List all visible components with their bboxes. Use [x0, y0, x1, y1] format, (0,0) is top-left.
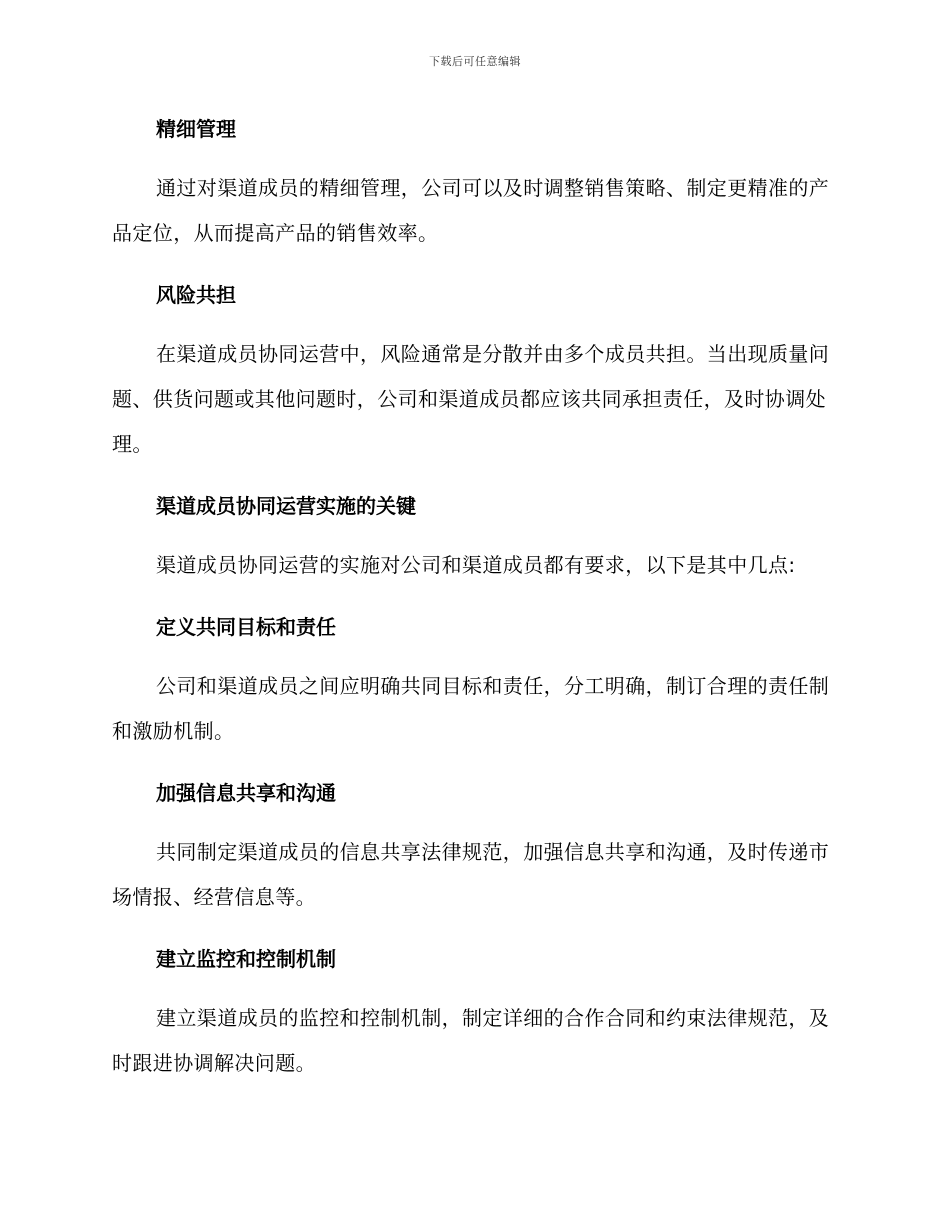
section-heading: 定义共同目标和责任: [156, 615, 336, 639]
page-header-note: 下载后可任意编辑: [429, 55, 521, 68]
section-heading: 渠道成员协同运营实施的关键: [156, 494, 416, 518]
section-heading: 风险共担: [156, 283, 236, 307]
section-information-sharing: [112, 776, 832, 920]
section-risk-sharing: [112, 278, 832, 467]
section-common-goals: [112, 610, 832, 754]
section-implementation-keys: [112, 489, 832, 588]
section-paragraph: 共同制定渠道成员的信息共享法律规范，加强信息共享和沟通，及时传递市场情报、经营信息等。: [112, 840, 830, 909]
section-paragraph: 通过对渠道成员的精细管理，公司可以及时调整销售策略、制定更精准的产品定位，从而提高产品的销售效率。: [112, 176, 830, 245]
section-heading: 建立监控和控制机制: [156, 947, 336, 971]
section-heading: 加强信息共享和沟通: [156, 781, 336, 805]
section-paragraph: 建立渠道成员的监控和控制机制，制定详细的合作合同和约束法律规范，及时跟进协调解决问题。: [112, 1006, 830, 1075]
document-body: [112, 112, 832, 1108]
section-paragraph: 渠道成员协同运营的实施对公司和渠道成员都有要求，以下是其中几点:: [156, 553, 796, 577]
section-fine-management: [112, 112, 832, 256]
section-paragraph: 在渠道成员协同运营中，风险通常是分散并由多个成员共担。当出现质量问题、供货问题或其他问题时，公司和渠道成员都应该共同承担责任，及时协调处理。: [112, 342, 830, 456]
section-monitoring-control: [112, 942, 832, 1086]
section-paragraph: 公司和渠道成员之间应明确共同目标和责任，分工明确，制订合理的责任制和激励机制。: [112, 674, 830, 743]
section-heading: 精细管理: [156, 117, 236, 141]
